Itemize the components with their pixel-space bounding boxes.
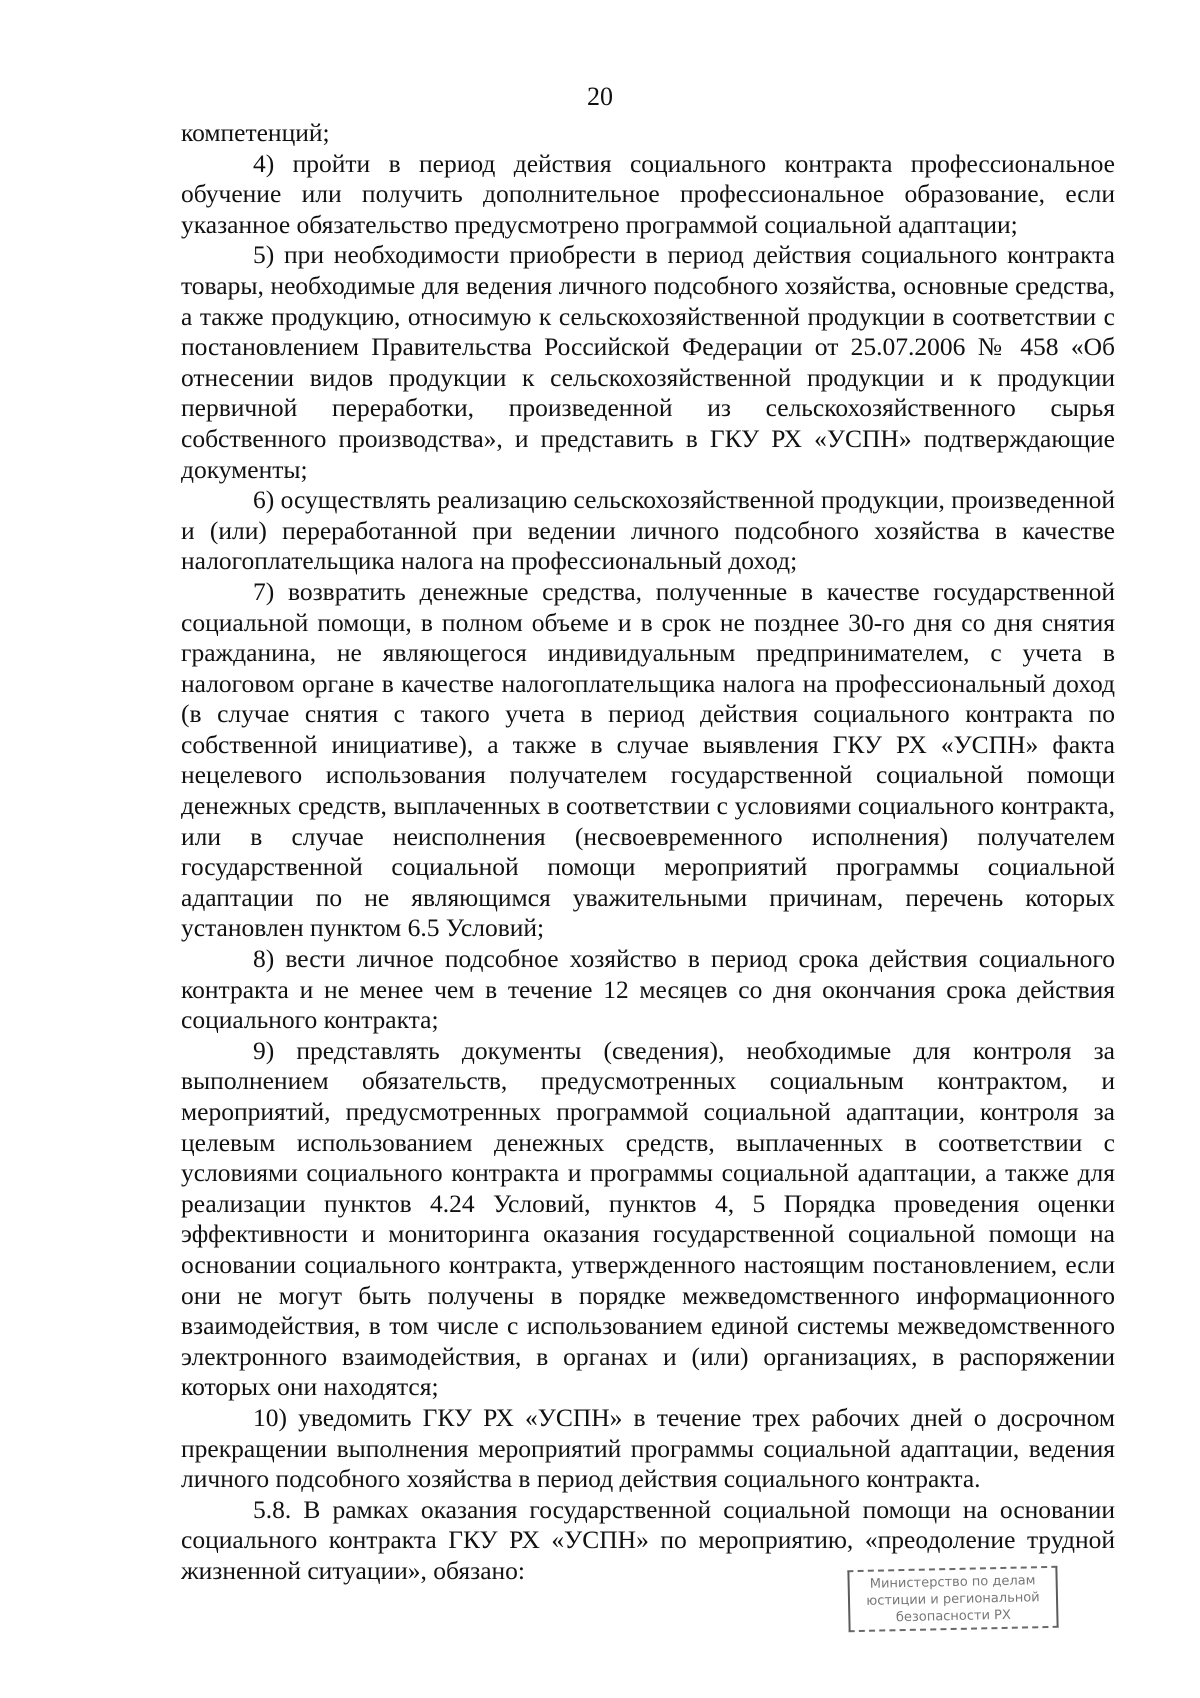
- paragraph-continuation: компетенций;: [181, 118, 330, 147]
- page-number: 20: [587, 82, 613, 111]
- ministry-stamp: [847, 1566, 1058, 1632]
- paragraph-item-6: 6) осуществлять реализацию сельскохозяйственной продукции, произведенной и (или) переработанной при ведении личного подсобного хозяйства в качестве налогоплательщика налога на профессиональный доход;: [181, 485, 1115, 576]
- paragraph-item-4: 4) пройти в период действия социального контракта профессиональное обучение или получить дополнительное профессиональное образование, если указанное обязательство предусмотрено программой социальной адаптации;: [181, 148, 1115, 239]
- stamp-line-3: безопасности РХ: [895, 1607, 1012, 1626]
- paragraph-section-5-8: 5.8. В рамках оказания государственной социальной помощи на основании социального контракта ГКУ РХ «УСПН» по мероприятию, «преодоление трудной жизненной ситуации», обязано:: [181, 1494, 1115, 1585]
- paragraph-item-8: 8) вести личное подсобное хозяйство в период срока действия социального контракта и не менее чем в течение 12 месяцев со дня окончания срока действия социального контракта;: [181, 944, 1115, 1035]
- stamp-line-1: Министерство по делам: [869, 1573, 1036, 1592]
- document-body: [181, 118, 1115, 1587]
- paragraph-item-7: 7) возвратить денежные средства, полученные в качестве государственной социальной помощи, в полном объеме и в срок не позднее 30-го дня со дня снятия гражданина, не являющегося индивидуальным предпринимателем, с учета в налоговом органе в качестве налогоплательщика налога на профессиональный доход (в случае снятия с такого учета в период действия социального контракта по собственной инициативе), а также в случае выявления ГКУ РХ «УСПН» факта нецелевого использования получателем государственной социальной помощи денежных средств, выплаченных в соответствии с условиями социального контракта, или в случае неисполнения (несвоевременного исполнения) получателем государственной социальной помощи мероприятий программы социальной адаптации по не являющимся уважительными причинам, перечень которых установлен пунктом 6.5 Условий;: [181, 576, 1115, 943]
- stamp-line-2: юстиции и региональной: [866, 1590, 1040, 1609]
- paragraph-item-9: 9) представлять документы (сведения), необходимые для контроля за выполнением обязательств, предусмотренных социальным контрактом, и мероприятий, предусмотренных программой социальной адаптации, контроля за целевым использованием денежных средств, выплаченных в соответствии с условиями социального контракта и программы социальной адаптации, а также для реализации пунктов 4.24 Условий, пунктов 4, 5 Порядка проведения оценки эффективности и мониторинга оказания государственной социальной помощи на основании социального контракта, утвержденного настоящим постановлением, если они не могут быть получены в порядке межведомственного информационного взаимодействия, в том числе с использованием единой системы межведомственного электронного взаимодействия, в органах и (или) организациях, в распоряжении которых они находятся;: [181, 1035, 1115, 1402]
- paragraph-item-5: 5) при необходимости приобрести в период действия социального контракта товары, необходимые для ведения личного подсобного хозяйства, основные средства, а также продукцию, относимую к сельскохозяйственной продукции в соответствии с постановлением Правительства Российской Федерации от 25.07.2006 № 458 «Об отнесении видов продукции к сельскохозяйственной продукции и к продукции первичной переработки, произведенной из сельскохозяйственного сырья собственного производства», и представить в ГКУ РХ «УСПН» подтверждающие документы;: [181, 240, 1115, 484]
- paragraph-item-10: 10) уведомить ГКУ РХ «УСПН» в течение трех рабочих дней о досрочном прекращении выполнения мероприятий программы социальной адаптации, ведения личного подсобного хозяйства в период действия социального контракта.: [181, 1402, 1115, 1494]
